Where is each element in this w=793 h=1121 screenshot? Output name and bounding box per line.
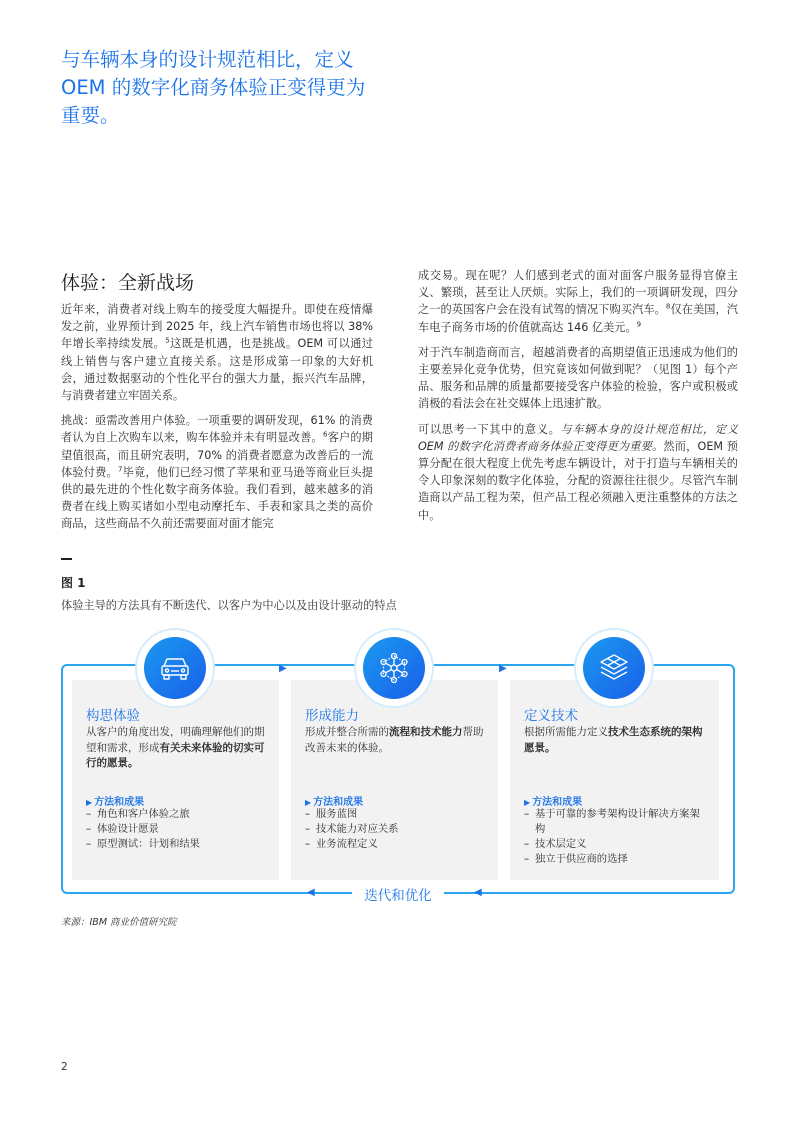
arrow-right-icon: ▶ [279,663,287,674]
list-item: – 业务流程定义 [305,837,490,852]
figure-caption: 体验主导的方法具有不断迭代、以客户为中心以及由设计驱动的特点 [61,599,397,612]
panel-subheading: ▶ 方法和成果 [305,797,364,808]
panel-define-technology [510,680,719,880]
left-column [61,301,373,541]
footnote-ref: 6 [322,430,328,439]
paragraph: 挑战：亟需改善用户体验。一项重要的调研发现，61% 的消费者认为自上次购车以来，购车体验并未有明显改善。$^6$客户的期望值很高，而且研究表明，70% 的消费者愿意为改善后的一流体验付费。$^7$毕竟，他们已经习惯了苹果和亚马逊等商业巨头提供的最先进的个性化数字商务体验。我们看到，越来越多的消费者在线上购买诸如小型电动摩托车、手表和家具之类的高价商品，这些商品不久前还需要面对面才能完 [61,414,373,531]
list-item: – 基于可靠的参考架构设计解决方案架构 [524,807,709,837]
panel-ideate-experience [72,680,279,880]
source-note: 来源：IBM 商业价值研究院 [61,917,177,928]
footnote-ref: 9 [636,319,642,328]
paragraph: 近年来，消费者对线上购车的接受度大幅提升。即使在疫情爆发之前，业界预计到 2025 年，线上汽车销售市场也将以 38% 年增长率持续发展。$^5$这既是机遇，也是挑战。OEM 可以通过线上销售与客户建立直接关系。这是形成第一印象的大好机会，通过数据驱动的个性化平台的强大力量，振兴汽车品牌，与消费者建立牢固关系。 [61,303,373,403]
panel-title: 形成能力 [305,708,359,724]
footnote-ref: 8 [665,302,671,311]
arrow-left-icon: ◀ [307,887,315,898]
list-item: – 服务蓝图 [305,807,490,822]
car-icon [155,648,195,688]
list-item: – 体验设计愿景 [86,822,271,837]
panel-subheading: ▶ 方法和成果 [86,797,145,808]
panel-description: 形成并整合所需的流程和技术能力帮助改善未来的体验。 [305,726,484,754]
figure-label: 图 1 [61,576,86,590]
network-icon-badge [354,628,434,708]
car-icon-badge [135,628,215,708]
layers-icon-badge [574,628,654,708]
section-title: 体验：全新战场 [61,272,195,294]
panel-description: 根据所需能力定义技术生态系统的架构愿景。 [524,726,703,754]
paragraph: 成交易。现在呢？人们感到老式的面对面客户服务显得官僚主义、繁琐，甚至让人厌烦。实际上，我们的一项调研发现，四分之一的英国客户会在没有试驾的情况下购买汽车。$^8$仅在美国，汽车电子商务市场的价值就高达 146 亿美元。$^9$ [418,269,738,334]
iterate-optimize-label: 迭代和优化 [352,884,444,904]
list-item: – 独立于供应商的选择 [524,852,709,867]
footnote-ref: 7 [117,465,123,474]
arrow-left-icon: ◀ [474,887,482,898]
panel-build-capability [291,680,498,880]
paragraph: 对于汽车制造商而言，超越消费者的高期望值正迅速成为他们的主要差异化竞争优势，但究竟该如何做到呢？（见图 1）每个产品、服务和品牌的质量都要接受客户体验的检验，客户或积极或消极的看法会在社交媒体上迅速扩散。 [418,345,738,411]
figure-divider [61,558,72,560]
panel-description: 从客户的角度出发，明确理解他们的期望和需求，形成有关未来体验的切实可行的愿景。 [86,726,265,769]
panel-title: 定义技术 [524,708,578,724]
list-item: – 技术层定义 [524,837,709,852]
network-icon [374,648,414,688]
list-item: – 原型测试：计划和结果 [86,837,271,852]
emphasis: 与车辆本身的设计规范相比，定义 OEM 的数字化消费者商务体验正变得更为重要。 [418,422,738,453]
panel-subheading: ▶ 方法和成果 [524,797,583,808]
panel-list [524,807,709,867]
panel-title: 构思体验 [86,708,140,724]
panel-list [86,807,271,852]
panel-list [305,807,490,852]
list-item: – 角色和客户体验之旅 [86,807,271,822]
list-item: – 技术能力对应关系 [305,822,490,837]
arrow-right-icon: ▶ [499,663,507,674]
paragraph: 可以思考一下其中的意义。与车辆本身的设计规范相比，定义 OEM 的数字化消费者商务体验正变得更为重要。然而，OEM 预算分配在很大程度上优先考虑车辆设计，对于打造与车辆相关的令人印象深刻的数字化体验，分配的资源往往很少。尽管汽车制造商以产品工程为荣，但产品工程必须融入更注重整体的方法之中。 [418,422,738,522]
triangle-right-icon: ▶ [86,798,93,807]
pull-quote: 与车辆本身的设计规范相比，定义 OEM 的数字化商务体验正变得更为重要。 [61,48,366,127]
page-number: 2 [61,1061,68,1073]
triangle-right-icon: ▶ [305,798,312,807]
triangle-right-icon: ▶ [524,798,531,807]
right-column [418,267,738,532]
footnote-ref: 5 [165,336,170,345]
layers-icon [594,648,634,688]
